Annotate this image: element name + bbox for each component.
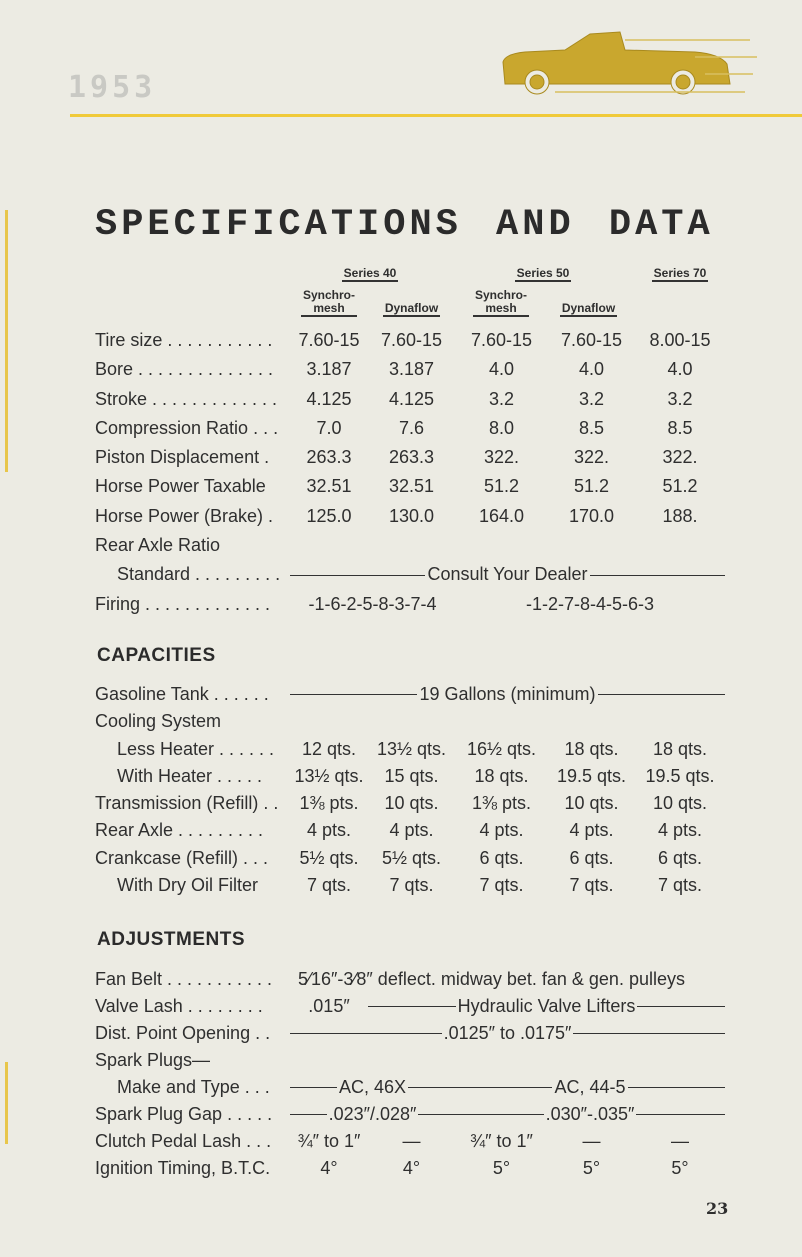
value-cell: —	[671, 1131, 689, 1151]
value-cell: 8.5	[667, 417, 693, 438]
series-70-header	[640, 267, 720, 280]
value-cell: 7.60-15	[560, 330, 623, 350]
rule-line	[368, 1006, 456, 1007]
row-label: Horse Power Taxable	[95, 476, 266, 497]
value-cell: 322.	[573, 447, 610, 468]
value-cell: 51.2	[573, 476, 610, 497]
table-row	[95, 845, 735, 872]
value-cell: 12 qts.	[301, 738, 357, 759]
table-row	[95, 1020, 735, 1047]
value-cell: 32.51	[388, 476, 435, 497]
value-cell: 188.	[662, 505, 698, 526]
table-row	[95, 872, 735, 899]
row-label: Stroke . . . . . . . . . . . . .	[95, 388, 278, 409]
value-cell: 322.	[662, 447, 698, 468]
table-row	[95, 681, 735, 708]
value-cell: 263.3	[388, 447, 435, 468]
row-label: Firing . . . . . . . . . . . . .	[95, 593, 271, 614]
rule-line	[573, 1033, 725, 1034]
value-cell: 5°	[671, 1158, 689, 1178]
value-cell: 7.0	[316, 417, 342, 438]
row-label: Crankcase (Refill) . . .	[95, 847, 269, 868]
rule-line	[290, 1033, 442, 1034]
table-row	[95, 1101, 735, 1128]
value-cell: 7.60-15	[380, 330, 443, 350]
row-label: Transmission (Refill) . .	[95, 793, 279, 814]
value-cell: 10 qts.	[384, 793, 439, 814]
value-cell: 5⁄16″-3⁄8″ deflect. midway bet. fan & gen. pulleys	[298, 969, 685, 989]
table-row	[95, 966, 735, 993]
value-cell	[290, 1101, 455, 1128]
value-cell	[455, 1074, 725, 1101]
value-cell: 16½ qts.	[466, 738, 537, 759]
table-row	[95, 763, 735, 790]
value-cell: 7.60-15	[298, 330, 360, 350]
table-row	[95, 708, 735, 735]
value-cell: 18 qts.	[652, 738, 708, 759]
value-cell: 51.2	[662, 476, 698, 497]
row-label: Rear Axle Ratio	[95, 535, 221, 556]
transmission-header	[368, 302, 455, 317]
value-cell: -1-2-7-8-4-5-6-3	[525, 593, 655, 614]
value-cell: 322.	[483, 447, 520, 468]
capacities-heading: CAPACITIES	[97, 645, 216, 666]
value-cell: 4.125	[306, 388, 352, 409]
value-cell: 51.2	[483, 476, 520, 497]
value-cell: —	[582, 1131, 601, 1151]
table-row	[95, 560, 735, 589]
series-label: Series 40	[343, 266, 397, 280]
value-cell: 4°	[402, 1158, 421, 1178]
table-row	[95, 355, 735, 384]
row-label: Less Heater . . . . . .	[117, 738, 275, 759]
value-text: .0125″ to .0175″	[443, 1023, 572, 1043]
rule-line	[290, 1114, 327, 1115]
table-row	[95, 414, 735, 443]
row-label: Spark Plug Gap . . . . .	[95, 1104, 273, 1124]
row-label: With Dry Oil Filter	[117, 875, 258, 896]
value-cell: 32.51	[306, 476, 352, 497]
value-cell	[368, 993, 725, 1020]
car-illustration	[495, 22, 760, 97]
value-cell: 5°	[582, 1158, 601, 1178]
transmission-label: Dynaflow	[561, 301, 616, 315]
value-cell: 125.0	[306, 505, 352, 526]
rule-line	[636, 1114, 725, 1115]
adjustments-table	[95, 966, 735, 1182]
rule-line	[290, 1087, 337, 1088]
value-cell: 3.2	[667, 388, 693, 409]
rule-line	[590, 575, 725, 576]
series-label: Series 70	[653, 266, 707, 280]
value-cell	[290, 1020, 725, 1047]
value-cell	[290, 560, 725, 589]
value-cell	[290, 681, 725, 708]
value-cell: 7 qts.	[479, 875, 524, 896]
row-label: Tire size . . . . . . . . . . .	[95, 330, 273, 350]
table-row	[95, 443, 735, 472]
rule-line	[290, 575, 425, 576]
table-row	[95, 1155, 735, 1182]
value-cell: 4.0	[488, 359, 515, 380]
rule-line	[455, 1087, 552, 1088]
value-cell: 7.60-15	[470, 330, 533, 350]
value-cell: 3.187	[388, 359, 435, 380]
header-rule	[70, 114, 802, 117]
value-cell: 18 qts.	[474, 765, 529, 786]
value-text: AC, 46X	[338, 1077, 407, 1097]
series-50-header	[503, 267, 583, 280]
value-cell: 6 qts.	[657, 847, 703, 868]
value-cell: 7 qts.	[306, 875, 352, 896]
value-text: Hydraulic Valve Lifters	[457, 996, 636, 1016]
adjustments-heading: ADJUSTMENTS	[97, 929, 246, 950]
value-cell: 6 qts.	[569, 847, 614, 868]
value-cell: 7 qts.	[657, 875, 703, 896]
table-row	[95, 790, 735, 817]
specs-table	[95, 326, 735, 619]
value-cell: 4 pts.	[479, 820, 524, 841]
value-cell: 5½ qts.	[299, 847, 359, 868]
value-text: .023″/.028″	[328, 1104, 417, 1124]
row-label: Ignition Timing, B.T.C.	[95, 1158, 271, 1178]
value-cell: 8.0	[488, 417, 515, 438]
row-label: Standard . . . . . . . . .	[117, 564, 281, 585]
value-cell: 5°	[492, 1158, 511, 1178]
row-label: Compression Ratio . . .	[95, 417, 279, 438]
value-cell: 5½ qts.	[381, 847, 442, 868]
value-cell: 10 qts.	[564, 793, 619, 814]
table-row	[95, 736, 735, 763]
value-cell: 3.2	[578, 388, 605, 409]
binding-edge-mark	[5, 210, 8, 472]
value-text: AC, 44-5	[554, 1077, 626, 1097]
table-row	[95, 993, 735, 1020]
value-cell: -1-6-2-5-8-3-7-4	[308, 593, 437, 614]
value-cell: 7 qts.	[569, 875, 614, 896]
table-row	[95, 1128, 735, 1155]
table-row	[95, 817, 735, 844]
value-cell: 263.3	[306, 447, 352, 468]
transmission-header	[462, 289, 540, 317]
value-cell: 130.0	[388, 505, 435, 526]
row-label: Horse Power (Brake) .	[95, 505, 274, 526]
rule-line	[598, 694, 725, 695]
row-label: Bore . . . . . . . . . . . . . .	[95, 359, 274, 380]
transmission-label: Synchro- mesh	[474, 288, 527, 315]
value-cell: 7.6	[398, 417, 425, 438]
table-row	[95, 531, 735, 560]
table-row	[95, 326, 735, 355]
value-cell: 6 qts.	[479, 847, 524, 868]
row-label: Spark Plugs—	[95, 1050, 211, 1070]
value-cell: 4 pts.	[306, 820, 352, 841]
row-label: Gasoline Tank . . . . . .	[95, 684, 269, 704]
year-label: 1953	[68, 70, 157, 105]
row-label: With Heater . . . . .	[117, 765, 263, 786]
rule-line	[418, 1114, 455, 1115]
value-cell: .015″	[308, 996, 350, 1016]
value-cell	[290, 1074, 455, 1101]
transmission-label: Dynaflow	[384, 301, 439, 315]
row-label: Rear Axle . . . . . . . . .	[95, 820, 264, 841]
rule-line	[408, 1087, 455, 1088]
value-cell: —	[402, 1131, 421, 1151]
binding-edge-mark	[5, 1062, 8, 1144]
table-row	[95, 590, 735, 619]
value-cell: 4 pts.	[389, 820, 434, 841]
value-cell: 4.0	[667, 359, 693, 380]
value-cell: 15 qts.	[384, 765, 439, 786]
value-cell: 4 pts.	[569, 820, 614, 841]
value-cell: 170.0	[568, 505, 615, 526]
table-row	[95, 502, 735, 531]
table-row	[95, 1047, 735, 1074]
value-cell: 3.187	[306, 359, 352, 380]
value-cell: 8.5	[578, 417, 605, 438]
table-row	[95, 1074, 735, 1101]
transmission-header	[290, 289, 368, 317]
value-cell: 7 qts.	[389, 875, 434, 896]
value-cell: 4.0	[578, 359, 605, 380]
value-cell: 13½ qts.	[376, 738, 447, 759]
row-label: Dist. Point Opening . .	[95, 1023, 271, 1043]
value-cell: 4 pts.	[657, 820, 703, 841]
row-label: Piston Displacement .	[95, 447, 270, 468]
capacities-table	[95, 681, 735, 899]
value-cell: 18 qts.	[564, 738, 619, 759]
rule-line	[290, 694, 417, 695]
series-40-header	[330, 267, 410, 280]
row-label: Clutch Pedal Lash . . .	[95, 1131, 272, 1151]
value-cell: 1⅜ pts.	[471, 793, 532, 814]
row-label: Valve Lash . . . . . . . .	[95, 996, 263, 1016]
row-label: Cooling System	[95, 711, 222, 732]
transmission-label: Synchro- mesh	[302, 288, 355, 315]
value-cell	[455, 1101, 725, 1128]
value-text: Consult Your Dealer	[427, 564, 588, 585]
page-number: 23	[706, 1199, 729, 1218]
rule-line	[637, 1006, 725, 1007]
page-title: SPECIFICATIONS AND DATA	[95, 204, 714, 246]
row-label: Make and Type . . .	[117, 1077, 270, 1097]
transmission-header	[545, 302, 632, 317]
value-cell: 19.5 qts.	[645, 765, 715, 786]
value-cell: 3.2	[488, 388, 515, 409]
rule-line	[455, 1114, 544, 1115]
value-cell: ¾″ to 1″	[470, 1131, 533, 1151]
value-cell: 10 qts.	[652, 793, 708, 814]
value-cell: 19.5 qts.	[556, 765, 627, 786]
table-row	[95, 472, 735, 501]
value-cell: 4°	[320, 1158, 338, 1178]
value-text: .030″-.035″	[545, 1104, 635, 1124]
value-cell: ¾″ to 1″	[297, 1131, 361, 1151]
rule-line	[628, 1087, 725, 1088]
value-cell: 164.0	[478, 505, 525, 526]
value-text: 19 Gallons (minimum)	[419, 684, 596, 704]
value-cell: 4.125	[388, 388, 435, 409]
value-cell: 13½ qts.	[294, 765, 364, 786]
table-row	[95, 385, 735, 414]
series-label: Series 50	[516, 266, 570, 280]
value-cell: 8.00-15	[649, 330, 711, 350]
value-cell: 1⅜ pts.	[299, 793, 359, 814]
row-label: Fan Belt . . . . . . . . . . .	[95, 969, 273, 989]
